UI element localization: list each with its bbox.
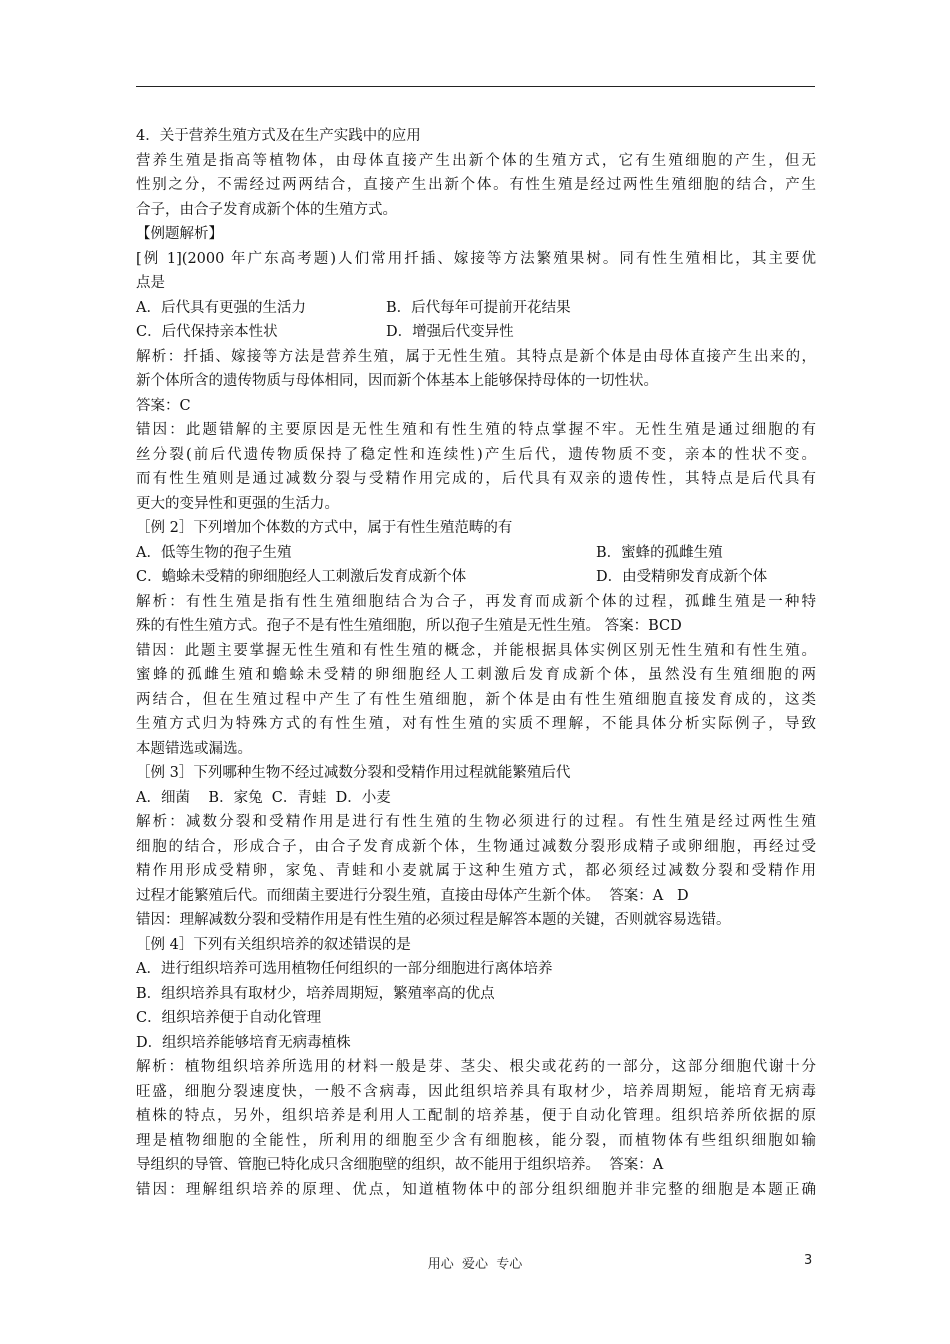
example-3-question: ［例 3］下列哪种生物不经过减数分裂和受精作用过程就能繁殖后代: [136, 765, 571, 781]
paragraph-line: 营养生殖是指高等植物体，由母体直接产生出新个体的生殖方式，它有生殖细胞的产生，但无: [136, 152, 816, 169]
example-3-analysis: 过程才能繁殖后代。而细菌主要进行分裂生殖，直接由母体产生新个体。 答案：A D: [136, 887, 689, 904]
paragraph-line: 合子，由合子发育成新个体的生殖方式。: [136, 201, 397, 218]
option-d: D．由受精卵发育成新个体: [596, 569, 768, 585]
option-d: D．组织培养能够培育无病毒植株: [136, 1034, 351, 1051]
option-b: B．组织培养具有取材少，培养周期短，繁殖率高的优点: [136, 985, 495, 1002]
example-2-analysis: 殊的有性生殖方式。孢子不是有性生殖细胞，所以孢子生殖是无性生殖。 答案：BCD: [136, 618, 682, 634]
example-1-error: 错因：此题错解的主要原因是无性生殖和有性生殖的特点掌握不牢。无性生殖是通过细胞的有: [136, 422, 816, 438]
example-2-error: 生殖方式归为特殊方式的有性生殖，对有性生殖的实质不理解，不能具体分析实际例子，导致: [136, 716, 816, 732]
option-c: C．蟾蜍未受精的卵细胞经人工刺激后发育成新个体: [136, 569, 467, 585]
example-1-analysis: 新个体所含的遗传物质与母体相同，因而新个体基本上能够保持母体的一切性状。: [136, 373, 658, 389]
example-3-error: 错因：理解减数分裂和受精作用是有性生殖的必须过程是解答本题的关键，否则就容易选错。: [136, 912, 731, 928]
page-number: 3: [804, 1253, 813, 1268]
example-4-analysis: 导组织的导管、管胞已特化成只含细胞壁的组织，故不能用于组织培养。 答案：A: [136, 1157, 664, 1173]
example-1-analysis: 解析：扦插、嫁接等方法是营养生殖，属于无性生殖。其特点是新个体是由母体直接产生出来的，: [136, 348, 816, 365]
example-2-error: 错因：此题主要掌握无性生殖和有性生殖的概念，并能根据具体实例区别无性生殖和有性生殖。: [136, 642, 816, 659]
option-b: B．蜜蜂的孤雌生殖: [596, 544, 723, 561]
example-3-analysis: 解析：减数分裂和受精作用是进行有性生殖的生物必须进行的过程。有性生殖是经过两性生殖: [136, 814, 816, 830]
example-4-analysis: 解析：植物组织培养所选用的材料一般是芽、茎尖、根尖或花药的一部分，这部分细胞代谢十分: [136, 1059, 816, 1075]
example-2-error: 蜜蜂的孤雌生殖和蟾蜍未受精的卵细胞经人工刺激后发育成新个体，虽然没有生殖细胞的两: [136, 667, 816, 683]
example-2-analysis: 解析：有性生殖是指有性生殖细胞结合为合子，再发育而成新个体的过程，孤雌生殖是一种特: [136, 593, 816, 610]
example-2-error: 两结合，但在生殖过程中产生了有性生殖细胞，新个体是由有性生殖细胞直接发育成的，这类: [136, 691, 816, 708]
example-4-analysis: 植株的特点，另外，组织培养是利用人工配制的培养基，便于自动化管理。组织培养所依据的原: [136, 1108, 816, 1124]
footer-slogan: 用心 爱心 专心: [427, 1257, 523, 1272]
option-b: B．后代每年可提前开花结果: [386, 299, 571, 316]
example-4-analysis: 旺盛，细胞分裂速度快，一般不含病毒，因此组织培养具有取材少，培养周期短，能培育无病毒: [136, 1083, 816, 1100]
paragraph-line: 性别之分，不需经过两两结合，直接产生出新个体。有性生殖是经过两性生殖细胞的结合，产生: [136, 177, 816, 193]
section-heading: 4．关于营养生殖方式及在生产实践中的应用: [136, 128, 421, 144]
example-3-options: A．细菌 B．家兔 C．青蛙 D．小麦: [136, 789, 391, 806]
example-1-options-row: [136, 320, 816, 345]
option-c: C．组织培养便于自动化管理: [136, 1010, 322, 1026]
option-a: A．进行组织培养可选用植物任何组织的一部分细胞进行离体培养: [136, 961, 553, 977]
example-3-analysis: 细胞的结合，形成合子，由合子发育成新个体，生物通过减数分裂形成精子或卵细胞，再经过受: [136, 838, 816, 855]
page-content: [136, 124, 816, 1202]
example-3-analysis: 精作用形成受精卵，家兔、青蛙和小麦就属于这种生殖方式，都必须经过减数分裂和受精作用: [136, 863, 816, 879]
examples-title: 【例题解析】: [136, 226, 223, 242]
example-1-options-row: [136, 296, 816, 321]
example-1-question: [例 1](2000 年广东高考题)人们常用扦插、嫁接等方法繁殖果树。同有性生殖相比，其主要优: [136, 250, 816, 267]
example-1-error: 而有性生殖则是通过减数分裂与受精作用完成的，后代具有双亲的遗传性，其特点是后代具有: [136, 471, 816, 487]
header-rule: [136, 86, 815, 87]
example-2-question: ［例 2］下列增加个体数的方式中，属于有性生殖范畴的有: [136, 520, 513, 536]
example-4-error: 错因：理解组织培养的原理、优点，知道植物体中的部分组织细胞并非完整的细胞是本题正确: [136, 1181, 816, 1198]
example-2-options-row: [136, 565, 816, 590]
option-c: C．后代保持亲本性状: [136, 324, 278, 340]
option-a: A．后代具有更强的生活力: [136, 299, 306, 316]
option-d: D．增强后代变异性: [386, 324, 514, 340]
example-1-question: 点是: [136, 275, 165, 291]
example-1-answer: 答案：C: [136, 397, 191, 414]
example-2-error: 本题错选或漏选。: [136, 740, 252, 757]
example-4-question: ［例 4］下列有关组织培养的叙述错误的是: [136, 936, 411, 953]
example-1-error: 更大的变异性和更强的生活力。: [136, 495, 339, 512]
example-4-analysis: 理是植物细胞的全能性，所利用的细胞至少含有细胞核，能分裂，而植物体有些组织细胞如输: [136, 1132, 816, 1149]
example-2-options-row: [136, 541, 816, 566]
example-1-error: 丝分裂(前后代遗传物质保持了稳定性和连续性)产生后代，遗传物质不变，亲本的性状不变。: [136, 446, 816, 463]
option-a: A．低等生物的孢子生殖: [136, 544, 292, 561]
